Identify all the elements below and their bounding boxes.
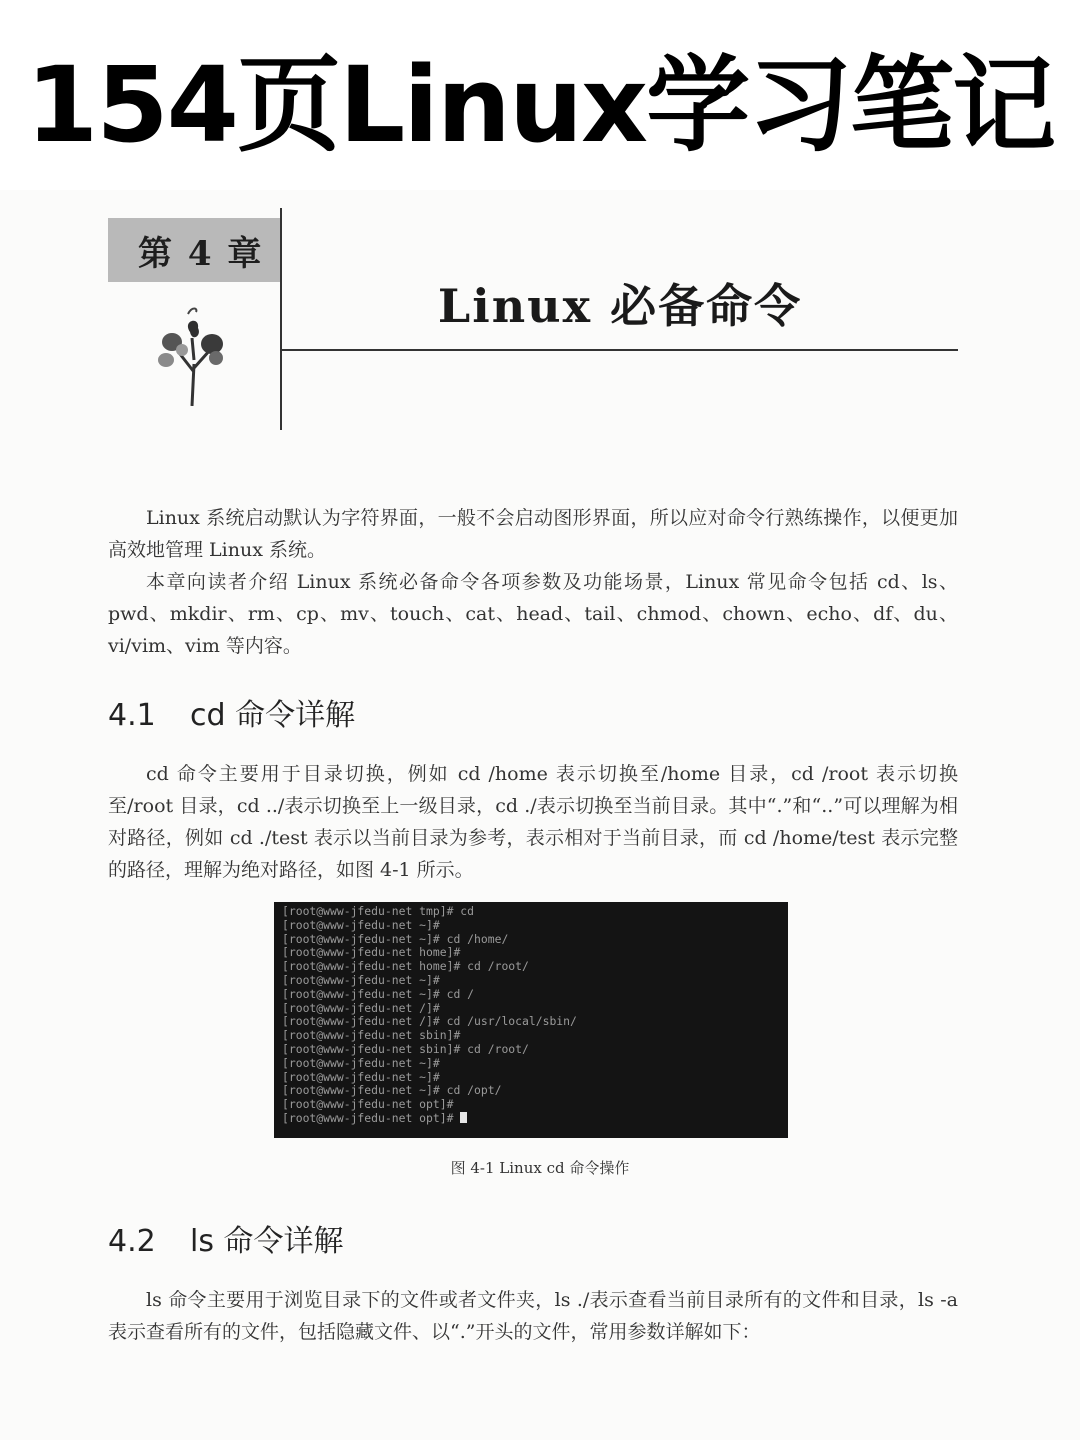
intro-paragraph-2: 本章向读者介绍 Linux 系统必备命令各项参数及功能场景，Linux 常见命令包括 cd、ls、pwd、mkdir、rm、cp、mv、touch、cat、head、tail、chmod、chown、echo、df、du、vi/vim、vim 等内容。 xyxy=(108,571,958,657)
terminal-line: [root@www-jfedu-net sbin]# xyxy=(282,1028,461,1043)
intro-paragraph-1: Linux 系统启动默认为字符界面，一般不会启动图形界面，所以应对命令行熟练操作，以便更加高效地管理 Linux 系统。 xyxy=(108,507,958,561)
terminal-line: [root@www-jfedu-net home]# cd /root/ xyxy=(282,959,529,974)
terminal-prompt: [root@www-jfedu-net opt]# xyxy=(282,1110,461,1125)
section-heading-4-1 xyxy=(108,690,355,734)
terminal-line: [root@www-jfedu-net ~]# cd / xyxy=(282,986,475,1001)
terminal-line: [root@www-jfedu-net ~]# xyxy=(282,917,440,932)
chapter-label: 第 4 章 xyxy=(108,218,280,282)
section-4-1-body: cd 命令主要用于目录切换，例如 cd /home 表示切换至/home 目录，cd /root 表示切换至/root 目录，cd ../表示切换至上一级目录，cd ./表示切换至当前目录。其中“.”和“..”可以理解为相对路径，例如 cd ./test 表示以当前目录为参考，表示相对于当前目录，而 cd /home/test 表示完整的路径，理解为绝对路径，如图 4-1 所示。 xyxy=(108,763,958,881)
terminal-prompt-line xyxy=(282,1112,780,1126)
terminal-line: [root@www-jfedu-net ~]# cd /opt/ xyxy=(282,1083,502,1098)
terminal-line: [root@www-jfedu-net tmp]# cd xyxy=(282,904,475,918)
terminal-line: [root@www-jfedu-net ~]# xyxy=(282,1069,440,1084)
terminal-line: [root@www-jfedu-net sbin]# cd /root/ xyxy=(282,1041,529,1056)
section-number: 4.1 xyxy=(108,698,156,733)
terminal-line: [root@www-jfedu-net /]# cd /usr/local/sbin/ xyxy=(282,1014,577,1029)
section-title: ls 命令详解 xyxy=(190,1224,344,1259)
cursor-icon xyxy=(460,1112,467,1123)
section-title: cd 命令详解 xyxy=(190,698,356,733)
apple-tree-icon xyxy=(152,302,236,406)
section-heading-4-2 xyxy=(108,1216,344,1260)
terminal-line: [root@www-jfedu-net ~]# cd /home/ xyxy=(282,931,509,946)
terminal-line: [root@www-jfedu-net ~]# xyxy=(282,972,440,987)
figure-caption: 图 4-1 Linux cd 命令操作 xyxy=(450,1159,630,1177)
terminal-line: [root@www-jfedu-net home]# xyxy=(282,945,461,960)
terminal-line: [root@www-jfedu-net opt]# xyxy=(282,1097,454,1112)
section-4-2-body: ls 命令主要用于浏览目录下的文件或者文件夹，ls ./表示查看当前目录所有的文件和目录，ls -a 表示查看所有的文件，包括隐藏文件、以“.”开头的文件，常用参数详解如下： xyxy=(108,1289,958,1343)
terminal-line: [root@www-jfedu-net ~]# xyxy=(282,1055,440,1070)
terminal-screenshot xyxy=(274,902,788,1138)
chapter-title: Linux 必备命令 xyxy=(437,279,803,333)
terminal-line: [root@www-jfedu-net /]# xyxy=(282,1000,440,1015)
section-number: 4.2 xyxy=(108,1224,156,1259)
banner-title: 154页Linux学习笔记 xyxy=(25,44,1055,166)
chapter-divider-horizontal xyxy=(282,349,958,351)
